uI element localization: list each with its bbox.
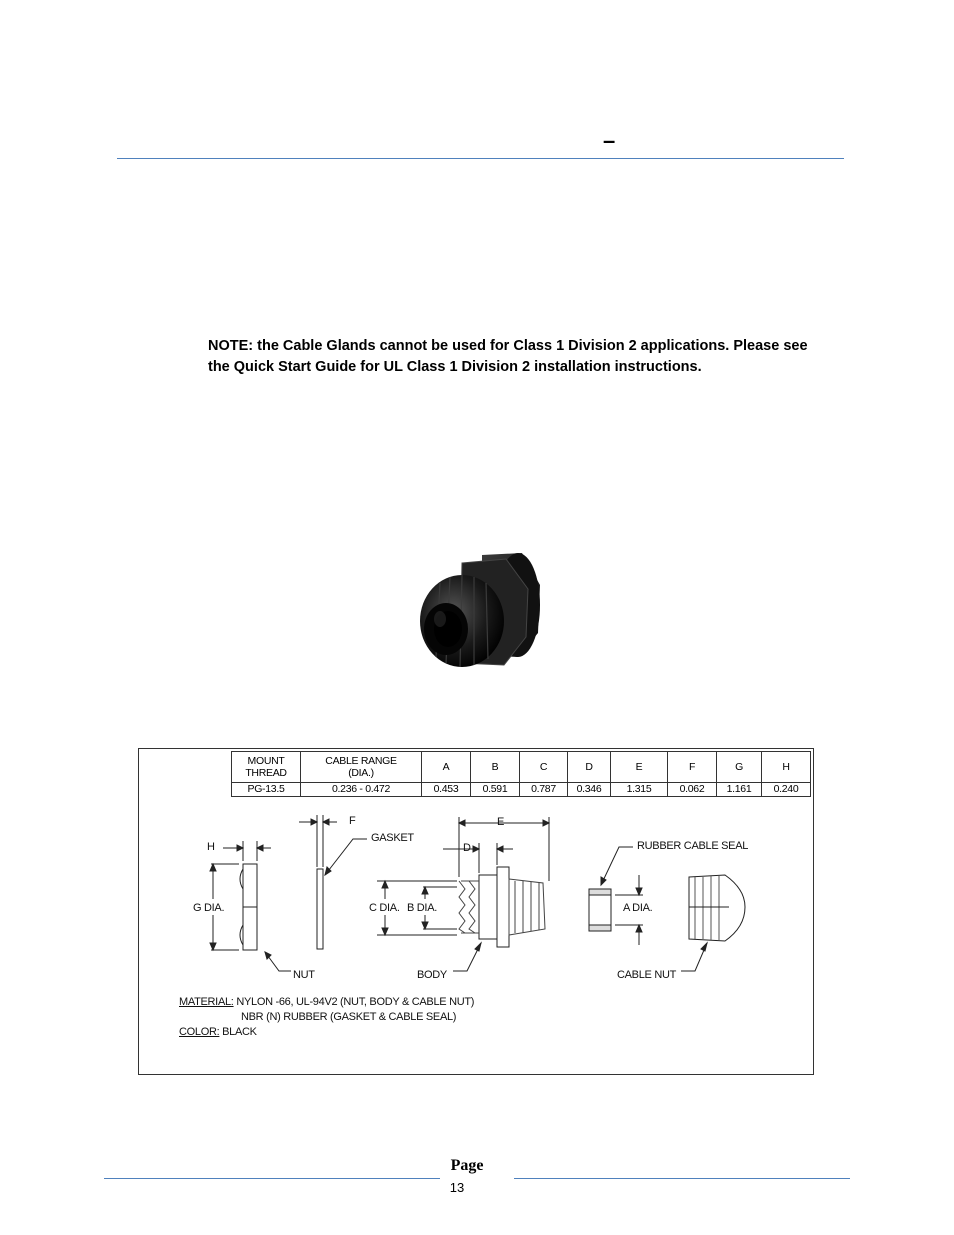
label-b-dia: B DIA. [407,902,437,914]
label-f: F [349,815,356,827]
cell-f: 0.062 [668,783,717,797]
note-paragraph [208,336,848,378]
header-title-fragment: – [603,128,616,153]
col-h: H [762,752,811,783]
material-label: MATERIAL: [179,996,234,1008]
material-line-2: NBR (N) RUBBER (GASKET & CABLE SEAL) [241,1011,457,1023]
label-a-dia: A DIA. [623,902,653,914]
col-f: F [668,752,717,783]
label-rubber-cable-seal: RUBBER CABLE SEAL [637,840,749,852]
label-d: D [463,842,471,854]
cell-a: 0.453 [422,783,471,797]
footer-rule-right [514,1178,850,1179]
label-h: H [207,841,215,853]
cell-cable-range: 0.236 - 0.472 [301,783,422,797]
label-body: BODY [417,969,447,981]
color-line [179,1025,474,1040]
cell-b: 0.591 [471,783,520,797]
label-gasket: GASKET [371,832,414,844]
color-label: COLOR: [179,1026,220,1038]
label-g-dia: G DIA. [193,902,225,914]
cell-c: 0.787 [520,783,568,797]
col-g: G [717,752,762,783]
cell-e: 1.315 [611,783,668,797]
col-a: A [422,752,471,783]
col-cable-range: CABLE RANGE (DIA.) [301,752,422,783]
cable-gland-photo [410,545,550,680]
cell-mount-thread: PG-13.5 [232,783,301,797]
label-e: E [497,816,505,828]
col-c: C [520,752,568,783]
technical-drawing [138,748,814,1075]
header-rule [117,158,844,159]
col-mount-thread: MOUNT THREAD [232,752,301,783]
note-line-2: the Quick Start Guide for UL Class 1 Division 2 installation instructions. [208,359,702,375]
label-nut: NUT [293,969,315,981]
col-b: B [471,752,520,783]
cell-d: 0.346 [568,783,611,797]
cell-h: 0.240 [762,783,811,797]
material-value-1: NYLON -66, UL-94V2 (NUT, BODY & CABLE NUT) [233,996,475,1008]
footer-rule-left [104,1178,440,1179]
material-spec [179,995,474,1040]
cell-g: 1.161 [717,783,762,797]
note-line-1: NOTE: the Cable Glands cannot be used for Class 1 Division 2 applications. Please see [208,338,808,354]
label-c-dia: C DIA. [369,902,400,914]
page-number: 13 [449,1180,465,1195]
page-label: Page [450,1157,484,1174]
color-value: BLACK [219,1026,257,1038]
col-e: E [611,752,668,783]
label-cable-nut: CABLE NUT [617,969,677,981]
material-line-1 [179,995,474,1010]
col-d: D [568,752,611,783]
